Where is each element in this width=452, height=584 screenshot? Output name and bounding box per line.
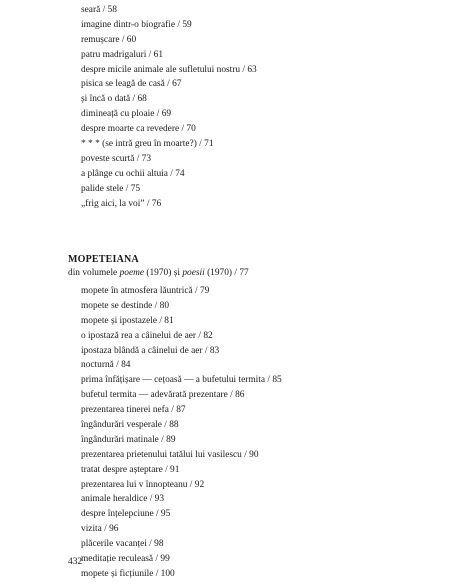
toc-entry: palide stele / 75: [81, 183, 141, 194]
toc-entry: mopete se destinde / 80: [81, 300, 170, 311]
toc-entry: prezentarea tinerei nefa / 87: [81, 405, 186, 416]
toc-entry: îngândurări matinale / 89: [81, 434, 176, 445]
section-title: MOPETEIANA: [68, 254, 139, 265]
toc-entry: despre moarte ca revedere / 70: [81, 124, 196, 135]
toc-entry: nocturnă / 84: [81, 360, 131, 371]
toc-entry: seară / 58: [81, 5, 117, 15]
toc-entry: mopete și ipostazele / 81: [81, 315, 174, 326]
toc-entry: despre înțelepciune / 95: [81, 509, 171, 520]
subtitle-text-3: (1970) / 77: [204, 268, 249, 278]
toc-list-top: [81, 3, 257, 211]
toc-entry: ipostaza blândă a câinelui de aer / 83: [81, 345, 220, 356]
toc-entry: tratat despre așteptare / 91: [81, 464, 180, 475]
subtitle-volume-2: poesii: [182, 268, 205, 278]
subtitle-text-1: din volumele: [68, 268, 120, 278]
toc-entry: o ipostază rea a câinelui de aer / 82: [81, 330, 213, 341]
toc-entry: bufetul termita — adevărată prezentare / 86: [81, 390, 245, 401]
toc-entry: a plânge cu ochii altuia / 74: [81, 168, 185, 179]
toc-entry: îngândurări vesperale / 88: [81, 420, 179, 431]
toc-entry: prezentarea prietenului tatălui lui vasilescu / 90: [81, 449, 259, 460]
toc-entry: poveste scurtă / 73: [81, 153, 152, 164]
subtitle-text-2: (1970) și: [144, 268, 183, 278]
toc-entry: plăcerile vacanței / 98: [81, 539, 164, 550]
toc-entry: despre micile animale ale sufletului nostru / 63: [81, 64, 257, 75]
toc-entry: vizita / 96: [81, 524, 119, 535]
toc-entry: * * * (se intră greu în moarte?) / 71: [81, 139, 214, 150]
toc-entry: „frig aici, la voi” / 76: [81, 198, 162, 209]
toc-entry: prezentarea lui v înnopteanu / 92: [81, 479, 205, 490]
toc-entry: prima înfățișare — cețoasă — a bufetului termita / 85: [81, 375, 282, 386]
page-number: 432: [68, 557, 83, 567]
toc-entry: pisica se leagă de casă / 67: [81, 79, 182, 90]
section-subtitle: [68, 267, 249, 279]
subtitle-volume-1: poeme: [119, 268, 145, 278]
toc-entry: mopete în atmosfera lăuntrică / 79: [81, 286, 210, 296]
toc-entry: remușcare / 60: [81, 34, 137, 45]
toc-entry: mopete și ficțiunile / 100: [81, 568, 175, 579]
toc-list-bottom: [81, 284, 282, 582]
toc-entry: și încă o dată / 68: [81, 94, 147, 105]
toc-entry: animale heraldice / 93: [81, 494, 165, 505]
toc-entry: dimineață cu ploaie / 69: [81, 109, 172, 120]
toc-entry: meditație reculeasă / 99: [81, 554, 170, 565]
toc-entry: patru madrigaluri / 61: [81, 49, 164, 60]
toc-entry: imagine dintr-o biografie / 59: [81, 19, 192, 30]
